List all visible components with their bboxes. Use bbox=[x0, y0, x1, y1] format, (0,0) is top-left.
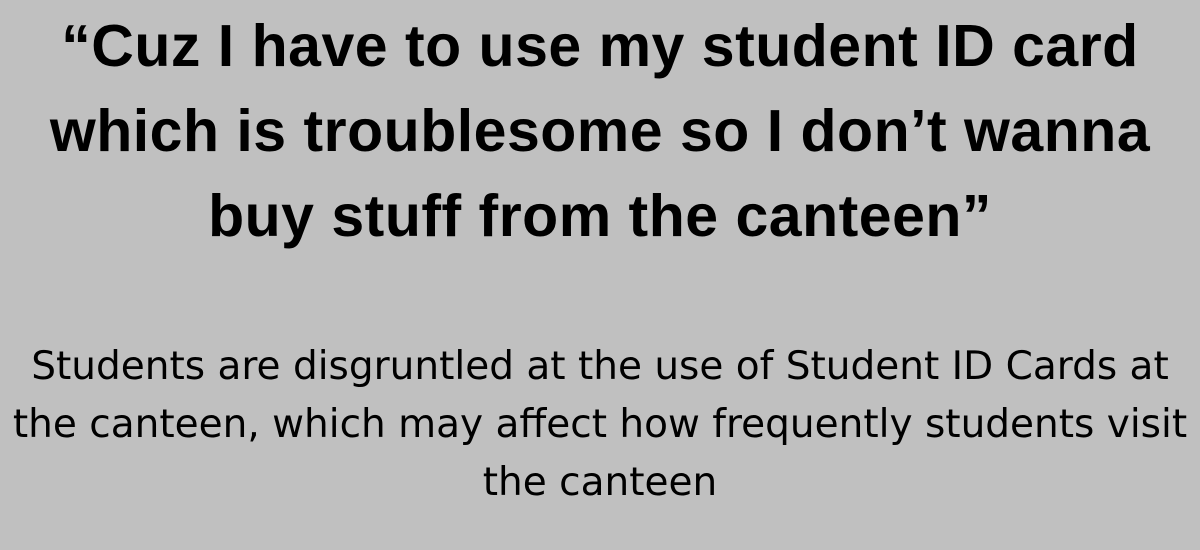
finding-caption: Students are disgruntled at the use of Student ID Cards at the canteen, which may affect how frequently students visit the canteen bbox=[12, 344, 1188, 505]
student-quote: “Cuz I have to use my student ID card which is troublesome so I don’t wanna buy stuff from the canteen” bbox=[49, 13, 1151, 249]
